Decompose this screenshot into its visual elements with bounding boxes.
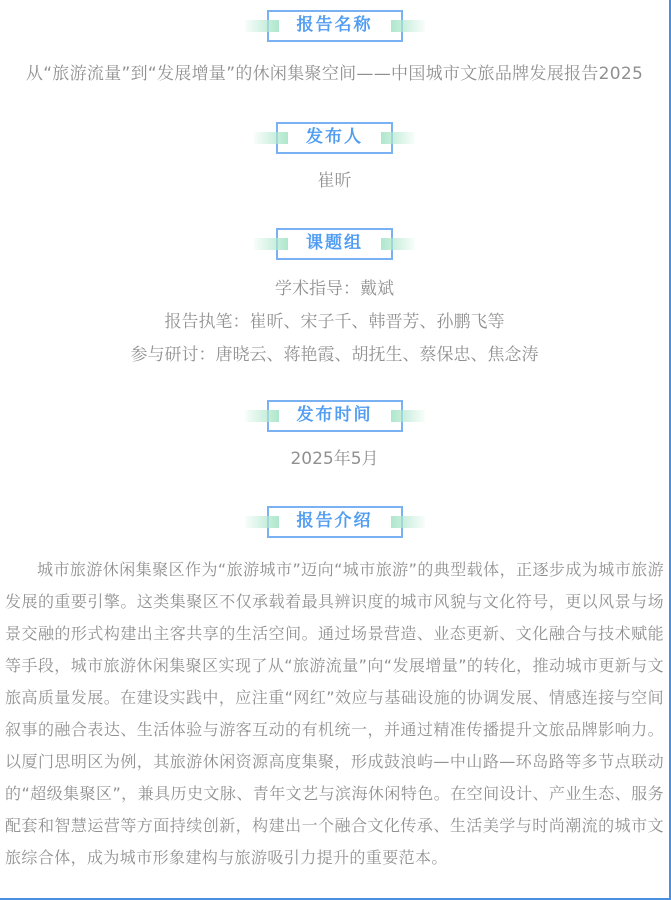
report-introduction-paragraph: 城市旅游休闲集聚区作为“旅游城市”迈向“城市旅游”的典型载体，正逐步成为城市旅游发展的重要引擎。这类集聚区不仅承载着最具辨识度的城市风貌与文化符号，更以风景与场景交融的形式构建出主客共享的生活空间。通过场景营造、业态更新、文化融合与技术赋能等手段，城市旅游休闲集聚区实现了从“旅游流量”向“发展增量”的转化，推动城市更新与文旅高质量发展。在建设实践中，应注重“网红”效应与基础设施的协调发展、情感连接与空间叙事的融合表达、生活体验与游客互动的有机统一，并通过精准传播提升文旅品牌影响力。以厦门思明区为例，其旅游休闲资源高度集聚，形成鼓浪屿—中山路—环岛路等多节点联动的“超级集聚区”，兼具历史文脉、青年文艺与滨海休闲特色。在空间设计、产业生态、服务配套和智慧运营等方面持续创新，构建出一个融合文化传承、生活美学与时尚潮流的城市文旅综合体，成为城市形象建构与旅游吸引力提升的重要范本。	[5, 560, 664, 867]
section-report-name-header	[0, 10, 669, 42]
section-badge-label-publish-date: 发布时间	[267, 400, 403, 432]
section-badge-label-report-name: 报告名称	[267, 10, 403, 42]
report-title: 从“旅游流量”到“发展增量”的休闲集聚空间——中国城市文旅品牌发展报告2025	[25, 64, 644, 84]
section-publish-date-header	[0, 400, 669, 432]
team-member-lines	[0, 273, 669, 372]
section-badge-label-publisher: 发布人	[276, 122, 393, 154]
publish-date-value: 2025年5月	[290, 449, 379, 469]
section-badge	[267, 400, 403, 432]
section-introduction-header	[0, 506, 669, 538]
section-badge-label-team: 课题组	[276, 228, 393, 260]
section-badge	[267, 10, 403, 42]
publisher-name: 崔昕	[317, 171, 352, 191]
team-line-academic-advisor: 学术指导：戴斌	[275, 279, 394, 299]
section-badge	[276, 122, 393, 154]
section-badge-label-introduction: 报告介绍	[267, 506, 403, 538]
section-badge	[267, 506, 403, 538]
section-badge	[276, 228, 393, 260]
team-line-participants: 参与研讨：唐晓云、蒋艳霞、胡抚生、蔡保忠、焦念涛	[130, 345, 539, 365]
section-publisher-header	[0, 122, 669, 154]
team-line-authors: 报告执笔：崔昕、宋子千、韩晋芳、孙鹏飞等	[164, 312, 505, 332]
section-team-header	[0, 228, 669, 260]
